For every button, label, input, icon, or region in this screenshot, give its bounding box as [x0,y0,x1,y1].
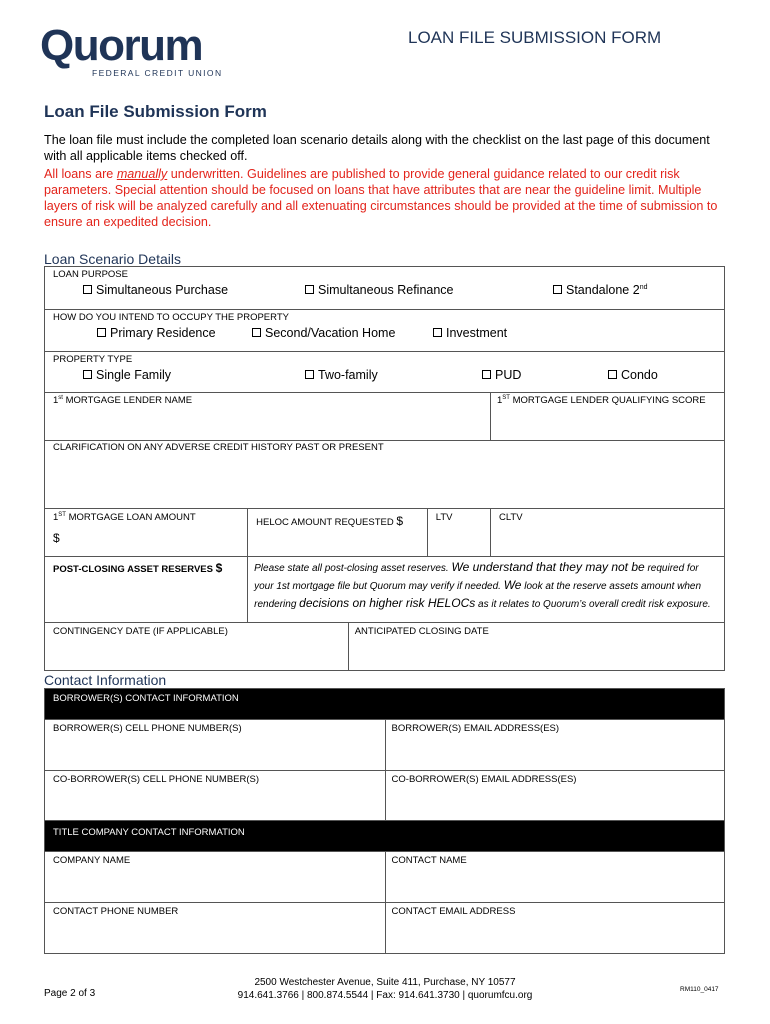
lender-score-field[interactable] [490,393,724,441]
closing-date-label: ANTICIPATED CLOSING DATE [354,626,489,637]
borrower-phone-field[interactable] [45,720,386,771]
adverse-credit-label: CLARIFICATION ON ANY ADVERSE CREDIT HISTORY PAST OR PRESENT [53,442,384,453]
borrower-row [45,720,725,771]
loan-amount-label: 1ST MORTGAGE LOAN AMOUNT [53,512,196,524]
coborrower-email-field[interactable] [385,771,724,821]
lender-name-label: 1st MORTGAGE LENDER NAME [53,395,193,407]
checkbox-icon [83,370,92,379]
coborrower-phone-field[interactable] [45,771,386,821]
form-title: Loan File Submission Form [44,102,267,121]
logo-wordmark: Quorum [40,21,203,70]
checkbox-two-family[interactable]: Two-family [305,368,378,382]
lender-score-label: 1ST MORTGAGE LENDER QUALIFYING SCORE [496,395,706,407]
title-header-row [45,821,725,852]
checkbox-icon [97,328,106,337]
company-name-field[interactable] [45,852,386,903]
ltv-label: LTV [435,512,453,523]
contact-phone-label: CONTACT PHONE NUMBER [53,906,179,917]
checkbox-single-family[interactable]: Single Family [83,368,171,382]
contact-table [44,688,725,954]
closing-date-field[interactable] [348,623,724,671]
checkbox-primary-residence[interactable]: Primary Residence [97,326,216,340]
checkbox-icon [433,328,442,337]
loan-scenario-section-title: Loan Scenario Details [44,251,181,267]
ltv-field[interactable] [427,509,490,557]
header-title: LOAN FILE SUBMISSION FORM [408,28,662,47]
title-company-header: TITLE COMPANY CONTACT INFORMATION [53,827,245,838]
form-code: RM110_0417 [680,986,719,993]
loan-scenario-table [44,266,725,671]
heloc-amount-label: HELOC AMOUNT REQUESTED $ [256,514,404,528]
checkbox-pud[interactable]: PUD [482,368,521,382]
property-type-row [45,352,725,393]
footer-address: 2500 Westchester Avenue, Suite 411, Purchase, NY 10577 [254,977,516,988]
checkbox-icon [305,370,314,379]
amounts-row [45,509,725,557]
checkbox-condo[interactable]: Condo [608,368,658,382]
footer-phones: 914.641.3766 | 800.874.5544 | Fax: 914.641.3730 | quorumfcu.org [237,990,533,1001]
page-number: Page 2 of 3 [44,988,96,999]
checkbox-icon [83,285,92,294]
checkbox-simultaneous-purchase[interactable]: Simultaneous Purchase [83,283,228,297]
contact-phone-field[interactable] [45,903,386,954]
checkbox-icon [608,370,617,379]
checkbox-simultaneous-refinance[interactable]: Simultaneous Refinance [305,283,454,297]
underwriting-notice: All loans are manually underwritten. Guidelines are published to provide general guidance related to our credit risk parameters. Special attention should be focused on loans that have attributes that are near the guideline limit. Multiple layers of risk will be analyzed carefully and all extenuating circumstances should be provided at the time of submission to ensure an expedited decision. [44,167,718,229]
borrower-header-row [45,689,725,720]
contact-name-label: CONTACT NAME [391,855,467,866]
checkbox-icon [305,285,314,294]
loan-amount-field[interactable] [45,509,248,557]
contact-details-row [45,903,725,954]
checkbox-icon [252,328,261,337]
contact-section-title: Contact Information [44,672,167,688]
reserves-note-cell [248,557,725,623]
lender-name-field[interactable] [45,393,491,441]
loan-purpose-row [45,267,725,310]
coborrower-row [45,771,725,821]
contact-name-field[interactable] [385,852,724,903]
borrower-phone-label: BORROWER(S) CELL PHONE NUMBER(S) [53,723,242,734]
footer-address-block [210,976,560,1002]
checkbox-standalone-2nd[interactable]: Standalone 2nd [553,283,647,297]
occupancy-row [45,310,725,352]
reserves-row [45,557,725,623]
contact-email-label: CONTACT EMAIL ADDRESS [391,906,516,917]
coborrower-phone-label: CO-BORROWER(S) CELL PHONE NUMBER(S) [53,774,260,785]
property-type-label: PROPERTY TYPE [53,354,133,365]
quorum-logo [40,22,240,78]
heloc-amount-field[interactable] [248,509,428,557]
adverse-credit-row [45,441,725,509]
loan-purpose-label: LOAN PURPOSE [53,269,128,280]
contingency-date-field[interactable] [45,623,349,671]
logo-subtitle: FEDERAL CREDIT UNION [92,68,223,78]
contingency-date-label: CONTINGENCY DATE (IF APPLICABLE) [53,626,228,637]
checkbox-investment[interactable]: Investment [433,326,507,340]
checkbox-second-vacation-home[interactable]: Second/Vacation Home [252,326,395,340]
adverse-credit-field[interactable] [45,441,725,509]
company-row [45,852,725,903]
manually-emphasis: manually [116,167,168,181]
cltv-label: CLTV [498,512,523,523]
borrower-email-field[interactable] [385,720,724,771]
checkbox-icon [482,370,491,379]
intro-text: The loan file must include the completed loan scenario details along with the checklist on the last page of this document with all applicable items checked off. [44,133,710,163]
reserves-note: Please state all post-closing asset reserves. We understand that they may not be required for your 1st mortgage file but Quorum may verify if needed. We look at the reserve assets amount when rendering decisions on higher risk HELOCs as it relates to Quorum’s overall credit risk exposure. [254,560,711,610]
dates-row [45,623,725,671]
reserves-field[interactable] [45,557,248,623]
coborrower-email-label: CO-BORROWER(S) EMAIL ADDRESS(ES) [391,774,577,785]
occupancy-label: HOW DO YOU INTEND TO OCCUPY THE PROPERTY [53,312,289,323]
borrower-header: BORROWER(S) CONTACT INFORMATION [53,693,239,704]
contact-email-field[interactable] [385,903,724,954]
cltv-field[interactable] [490,509,724,557]
company-name-label: COMPANY NAME [53,855,131,866]
checkbox-icon [553,285,562,294]
reserves-label: POST-CLOSING ASSET RESERVES $ [53,561,223,575]
borrower-email-label: BORROWER(S) EMAIL ADDRESS(ES) [391,723,560,734]
loan-amount-dollar: $ [53,531,60,546]
lender-row [45,393,725,441]
